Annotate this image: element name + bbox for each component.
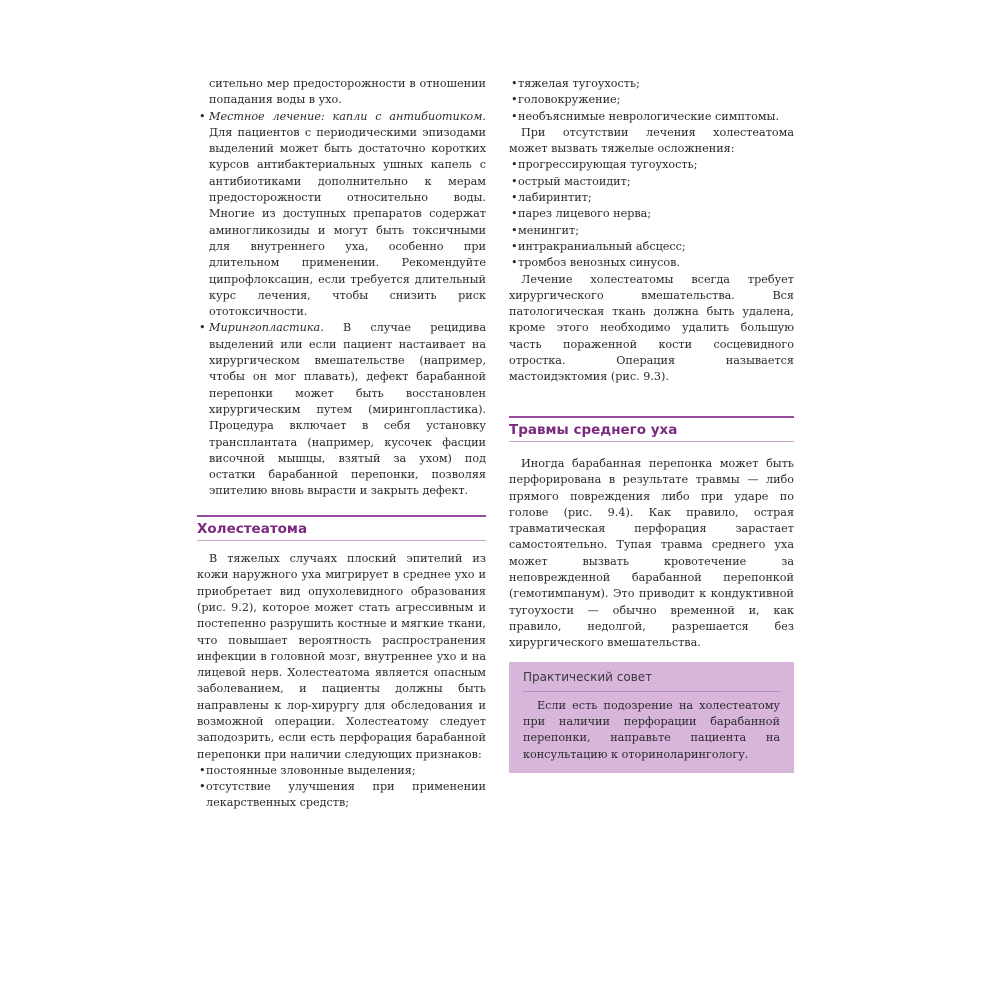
list-item (197, 109, 486, 321)
list-item: • менингит; (509, 223, 794, 239)
complications-list (509, 157, 794, 271)
list-item: • отсутствие улучшения при применении лекарственных средств; (197, 779, 486, 812)
complications-intro: При отсутствии лечения холестеатома может вызвать тяжелые осложнения: (509, 125, 794, 156)
list-item (197, 320, 486, 499)
signs-list (197, 763, 486, 812)
list-item: • прогрессирующая тугоухость; (509, 157, 794, 173)
list-item: • постоянные зловонные выделения; (197, 763, 486, 779)
list-item: • головокружение; (509, 92, 794, 108)
list-item: • тяжелая тугоухость; (509, 76, 794, 92)
surgery-paragraph: Лечение холестеатомы всегда требует хирургического вмешательства. Вся патологическая ткань должна быть удалена, кроме этого необходимо удалить большую часть пораженной кости сосцевидного отростка. Операция называется мастоидэктомия (рис. 9.3). (509, 272, 794, 384)
list-item: • необъяснимые неврологические симптомы. (509, 109, 794, 125)
right-column (509, 76, 794, 773)
list-item: • острый мастоидит; (509, 174, 794, 190)
cholesteatoma-paragraph: В тяжелых случаях плоский эпителий из кожи наружного уха мигрирует в среднее ухо и приобретает вид опухолевидного образования (рис. 9.2), которое может стать агрессивным и постепенно разрушить костные и мягкие ткани, что повышает вероятность распространения инфекции в головной мозг, внутреннее ухо и на лицевой нерв. Холестеатома является опасным заболеванием, и пациенты должны быть направлены к лор-хирургу для обследования и возможной операции. Холестеатому следует заподозрить, если есть перфорация барабанной перепонки при наличии следующих признаков: (197, 552, 486, 761)
list-item: • интракраниальный абсцесс; (509, 239, 794, 255)
trauma-paragraph: Иногда барабанная перепонка может быть перфорирована в результате травмы — либо прямого повреждения либо при ударе по голове (рис. 9.4). Как правило, острая травматическая перфорация зарастает самостоятельно. Тупая травма среднего уха может вызвать кровотечение за неповрежденной барабанной перепонкой (гемотимпанум). Это приводит к кондуктивной тугоухости — обычно временной и, как правило, недолгой, разрешается без хирургического вмешательства. (509, 456, 794, 650)
list-item: • парез лицевого нерва; (509, 206, 794, 222)
bullet-text: Для пациентов с периодическими эпизодами выделений может быть достаточно коротких курсов антибактериальных ушных капель с антибиотиками дополнительно к мерам предосторожности относительно воды. Многие из доступных препаратов содержат аминогликозиды и могут быть токсичными для внутреннего уха, особенно при длительном применении. Рекомендуйте ципрофлоксацин, если требуется длительный курс лечения, чтобы снизить риск ототоксичности. (209, 125, 486, 319)
bullet-lead: Мирингопластика. (209, 321, 324, 335)
list-item: • тромбоз венозных синусов. (509, 255, 794, 271)
tip-text: Если есть подозрение на холестеатому при наличии перфорации барабанной перепонки, направьте пациента на консультацию к оториноларингологу. (523, 698, 780, 761)
section-heading-trauma: Травмы среднего уха (509, 416, 794, 442)
section-heading-cholesteatoma: Холестеатома (197, 515, 486, 541)
list-item: • лабиринтит; (509, 190, 794, 206)
bullet-lead: Местное лечение: капли с антибиотиком. (209, 109, 486, 123)
treatment-list (197, 109, 486, 500)
tip-title: Практический совет (523, 669, 780, 692)
signs-list-continued (509, 76, 794, 125)
left-column (197, 76, 486, 812)
bullet-text: В случае рецидива выделений или если пациент настаивает на хирургическом вмешательстве (например, чтобы он мог плавать), дефект барабанной перепонки может быть восстановлен хирургическим путем (мирингопластика). Процедура включает в себя установку трансплантата (например, кусочек фасции височной мышцы, взятый за ухом) под остатки барабанной перепонки, позволяя эпителию вновь вырасти и закрыть дефект. (209, 321, 486, 498)
continuation-paragraph: сительно мер предосторожности в отношении попадания воды в ухо. (209, 77, 486, 107)
practical-tip-box (509, 662, 794, 773)
